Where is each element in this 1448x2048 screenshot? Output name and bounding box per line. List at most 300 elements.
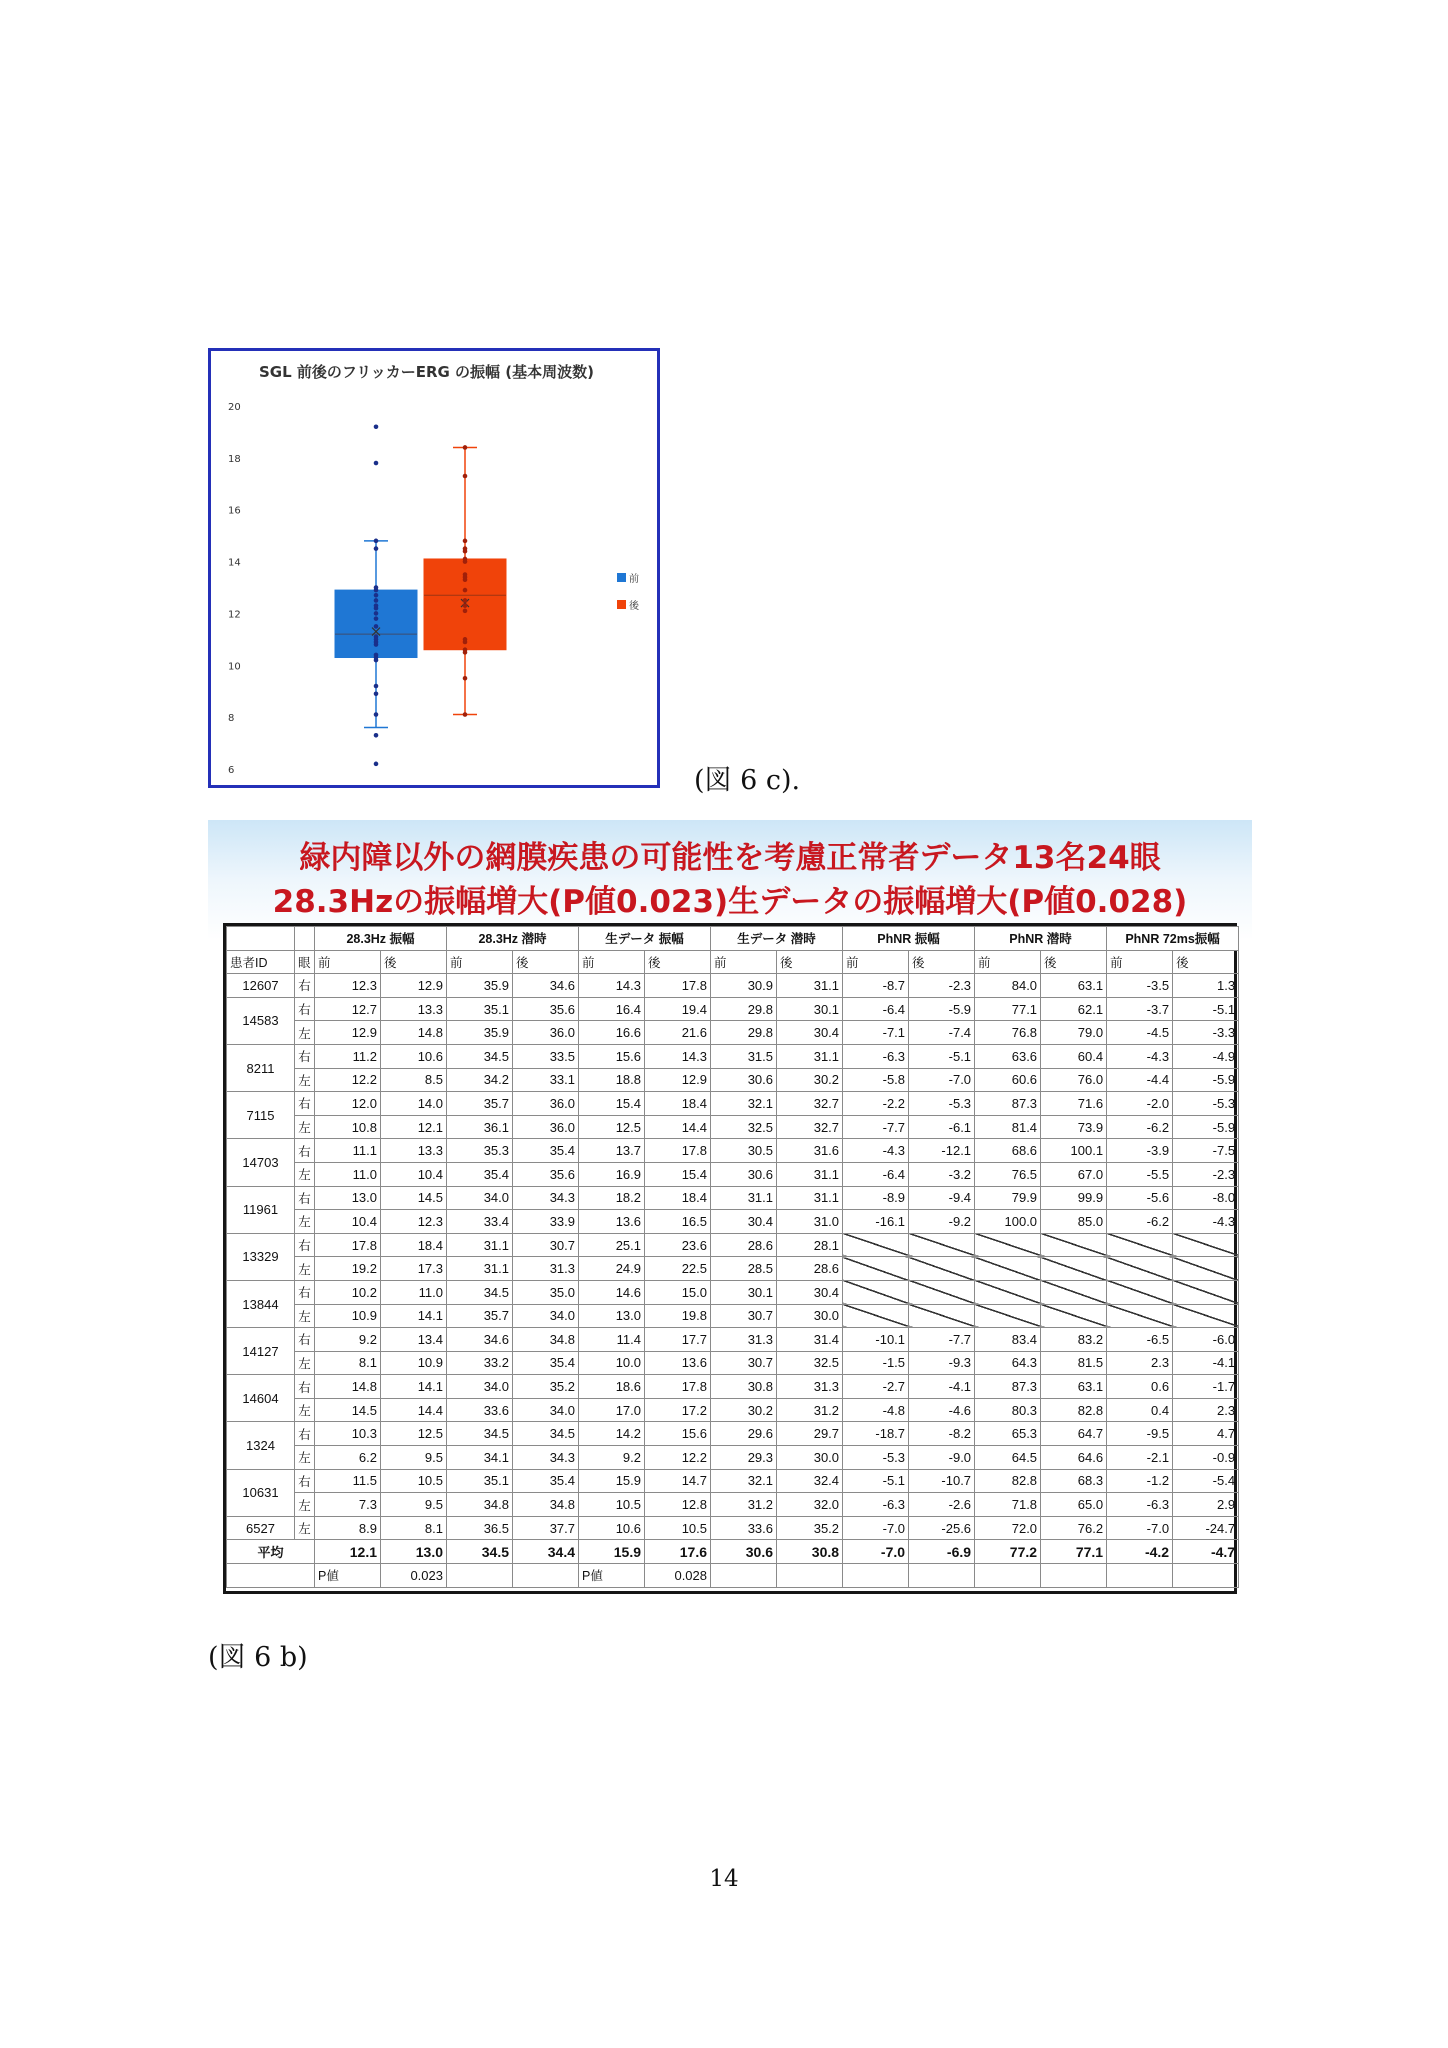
patient-id: 7115 [227,1092,295,1139]
eye-side: 左 [295,1257,315,1281]
value-cell: 10.5 [579,1493,645,1517]
value-cell: 31.1 [777,974,843,998]
blank-cell [843,1564,909,1588]
blank-cell [1173,1564,1239,1588]
value-cell: 82.8 [1041,1398,1107,1422]
eye-side: 左 [295,1304,315,1328]
eye-side: 左 [295,1516,315,1540]
not-available-cell [1173,1257,1239,1281]
value-cell: 10.5 [645,1516,711,1540]
value-cell: 64.7 [1041,1422,1107,1446]
value-cell: 18.4 [645,1186,711,1210]
value-cell: 87.3 [975,1375,1041,1399]
table-row [227,1186,1239,1210]
value-cell: -6.4 [843,997,909,1021]
before-header: 前 [975,950,1041,974]
data-point [463,445,468,450]
value-cell: 16.4 [579,997,645,1021]
value-cell: -3.5 [1107,974,1173,998]
value-cell: 83.2 [1041,1328,1107,1352]
y-tick-label: 8 [228,713,235,725]
value-cell: -4.3 [843,1139,909,1163]
not-available-cell [1041,1304,1107,1328]
value-cell: 33.5 [513,1044,579,1068]
value-cell: 31.1 [777,1044,843,1068]
value-cell: 11.4 [579,1328,645,1352]
value-cell: 10.0 [579,1351,645,1375]
eye-side: 右 [295,1469,315,1493]
table-row [227,1092,1239,1116]
value-cell: 30.0 [777,1304,843,1328]
not-available-cell [1107,1257,1173,1281]
value-cell: 0.6 [1107,1375,1173,1399]
value-cell: 15.9 [579,1469,645,1493]
page-number: 14 [709,1866,739,1892]
value-cell: 29.7 [777,1422,843,1446]
value-cell: 30.1 [711,1280,777,1304]
value-cell: 9.2 [315,1328,381,1352]
not-available-cell [975,1304,1041,1328]
patient-id: 14604 [227,1375,295,1422]
value-cell: 12.5 [381,1422,447,1446]
after-header: 後 [777,950,843,974]
legend-swatch [617,573,626,582]
after-header: 後 [909,950,975,974]
value-cell: -18.7 [843,1422,909,1446]
value-cell: 16.9 [579,1162,645,1186]
value-cell: 29.3 [711,1446,777,1470]
after-header: 後 [1173,950,1239,974]
value-cell: 8.9 [315,1516,381,1540]
value-cell: 0.4 [1107,1398,1173,1422]
value-cell: 32.5 [711,1115,777,1139]
p-value: 0.028 [645,1564,711,1588]
headline-line-1: 緑内障以外の網膜疾患の可能性を考慮正常者データ13名24眼 [299,840,1161,876]
value-cell: 33.9 [513,1210,579,1234]
not-available-cell [909,1304,975,1328]
data-point [374,539,379,544]
y-tick-label: 18 [228,453,241,465]
value-cell: 12.9 [645,1068,711,1092]
value-cell: 68.6 [975,1139,1041,1163]
average-value: 17.6 [645,1540,711,1564]
not-available-cell [1107,1304,1173,1328]
value-cell: 14.2 [579,1422,645,1446]
value-cell: -5.1 [1173,997,1239,1021]
headline-line-2: 28.3Hzの振幅増大(P値0.023)生データの振幅増大(P値0.028) [272,884,1188,920]
y-tick-label: 16 [228,505,241,517]
value-cell: -24.7 [1173,1516,1239,1540]
blank-cell [1107,1564,1173,1588]
value-cell: 10.5 [381,1469,447,1493]
not-available-cell [1173,1233,1239,1257]
value-cell: -9.3 [909,1351,975,1375]
value-cell: 31.0 [777,1210,843,1234]
average-value: 30.6 [711,1540,777,1564]
value-cell: -4.8 [843,1398,909,1422]
blank-cell [447,1564,513,1588]
not-available-cell [975,1233,1041,1257]
value-cell: 10.6 [579,1516,645,1540]
value-cell: 76.2 [1041,1516,1107,1540]
not-available-cell [1173,1304,1239,1328]
after-header: 後 [645,950,711,974]
value-cell: 11.0 [315,1162,381,1186]
value-cell: 34.3 [513,1186,579,1210]
value-cell: 31.3 [513,1257,579,1281]
value-cell: 12.8 [645,1493,711,1517]
value-cell: 31.1 [711,1186,777,1210]
value-cell: 12.7 [315,997,381,1021]
value-cell: 34.3 [513,1446,579,1470]
value-cell: 13.0 [315,1186,381,1210]
value-cell: 30.4 [777,1021,843,1045]
not-available-cell [975,1257,1041,1281]
value-cell: 34.5 [447,1044,513,1068]
value-cell: 64.6 [1041,1446,1107,1470]
not-available-cell [1041,1233,1107,1257]
figure-6b-caption: (図 6 b) [208,1642,308,1673]
not-available-cell [1041,1280,1107,1304]
value-cell: 30.7 [711,1304,777,1328]
value-cell: 4.7 [1173,1422,1239,1446]
eye-side: 右 [295,1092,315,1116]
value-cell: -5.9 [1173,1115,1239,1139]
value-cell: 33.6 [711,1516,777,1540]
table-row [227,1516,1239,1540]
column-group-header: PhNR 振幅 [843,927,975,951]
data-point [374,461,379,466]
eye-side: 右 [295,1186,315,1210]
average-value: 34.5 [447,1540,513,1564]
value-cell: 67.0 [1041,1162,1107,1186]
value-cell: -3.2 [909,1162,975,1186]
value-cell: 14.5 [315,1398,381,1422]
column-group-header: 生データ 潜時 [711,927,843,951]
value-cell: 31.6 [777,1139,843,1163]
eye-side: 左 [295,1493,315,1517]
table-row [227,1493,1239,1517]
average-value: 30.8 [777,1540,843,1564]
value-cell: -7.1 [843,1021,909,1045]
data-point [463,609,468,614]
value-cell: 68.3 [1041,1469,1107,1493]
value-cell: 10.9 [381,1351,447,1375]
not-available-cell [843,1257,909,1281]
table-row [227,1280,1239,1304]
data-point [463,712,468,717]
data-point [374,424,379,429]
value-cell: 31.1 [777,1186,843,1210]
table-row [227,1162,1239,1186]
p-value-row [227,1564,1239,1588]
value-cell: 2.3 [1107,1351,1173,1375]
value-cell: -6.3 [843,1044,909,1068]
value-cell: -2.2 [843,1092,909,1116]
eye-side: 左 [295,1068,315,1092]
value-cell: 32.5 [777,1351,843,1375]
value-cell: 34.0 [513,1398,579,1422]
value-cell: 30.7 [513,1233,579,1257]
data-point [463,647,468,652]
value-cell: -7.7 [843,1115,909,1139]
value-cell: -12.1 [909,1139,975,1163]
data-point [374,624,379,629]
value-cell: 73.9 [1041,1115,1107,1139]
value-cell: 35.4 [513,1469,579,1493]
value-cell: 19.8 [645,1304,711,1328]
value-cell: -0.9 [1173,1446,1239,1470]
value-cell: 18.4 [381,1233,447,1257]
not-available-cell [975,1280,1041,1304]
legend-swatch [617,600,626,609]
patient-id: 14127 [227,1328,295,1375]
value-cell: 11.2 [315,1044,381,1068]
value-cell: 36.0 [513,1021,579,1045]
patient-id: 14583 [227,997,295,1044]
column-group-header: PhNR 72ms振幅 [1107,927,1239,951]
value-cell: 34.0 [447,1186,513,1210]
value-cell: 34.2 [447,1068,513,1092]
value-cell: 17.8 [645,1139,711,1163]
before-header: 前 [1107,950,1173,974]
value-cell: -4.4 [1107,1068,1173,1092]
table-row [227,1422,1239,1446]
value-cell: 31.5 [711,1044,777,1068]
table-headline [208,836,1252,924]
value-cell: 35.1 [447,997,513,1021]
value-cell: 85.0 [1041,1210,1107,1234]
not-available-cell [843,1304,909,1328]
value-cell: 11.5 [315,1469,381,1493]
column-group-header: 28.3Hz 潜時 [447,927,579,951]
value-cell: -8.9 [843,1186,909,1210]
value-cell: 10.6 [381,1044,447,1068]
y-tick-label: 12 [228,609,241,621]
value-cell: 2.3 [1173,1398,1239,1422]
patient-id: 11961 [227,1186,295,1233]
value-cell: 18.2 [579,1186,645,1210]
value-cell: 29.8 [711,1021,777,1045]
value-cell: 21.6 [645,1021,711,1045]
value-cell: 1.3 [1173,974,1239,998]
value-cell: 24.9 [579,1257,645,1281]
value-cell: -7.7 [909,1328,975,1352]
value-cell: -6.1 [909,1115,975,1139]
table-row [227,1398,1239,1422]
table-row [227,1304,1239,1328]
value-cell: 71.8 [975,1493,1041,1517]
value-cell: 10.9 [315,1304,381,1328]
value-cell: 35.9 [447,1021,513,1045]
value-cell: -6.3 [1107,1493,1173,1517]
value-cell: -10.1 [843,1328,909,1352]
header-blank [295,927,315,951]
value-cell: -5.1 [909,1044,975,1068]
blank-cell [1041,1564,1107,1588]
value-cell: 80.3 [975,1398,1041,1422]
value-cell: 17.8 [645,1375,711,1399]
value-cell: 36.0 [513,1092,579,1116]
table-row [227,1021,1239,1045]
value-cell: 64.3 [975,1351,1041,1375]
data-point [463,546,468,551]
eye-side: 右 [295,1233,315,1257]
blank-cell [711,1564,777,1588]
value-cell: 31.2 [711,1493,777,1517]
y-tick-label: 20 [228,402,241,413]
value-cell: 23.6 [645,1233,711,1257]
box-plot-svg [211,351,657,785]
after-header: 後 [1041,950,1107,974]
value-cell: 12.2 [315,1068,381,1092]
value-cell: 35.1 [447,1469,513,1493]
eye-side: 右 [295,974,315,998]
value-cell: 30.0 [777,1446,843,1470]
value-cell: 30.1 [777,997,843,1021]
eye-side: 左 [295,1115,315,1139]
value-cell: 10.4 [315,1210,381,1234]
value-cell: 2.9 [1173,1493,1239,1517]
value-cell: 33.1 [513,1068,579,1092]
value-cell: 12.9 [381,974,447,998]
average-value: 77.1 [1041,1540,1107,1564]
value-cell: 15.6 [645,1422,711,1446]
value-cell: -7.0 [1107,1516,1173,1540]
value-cell: 35.2 [513,1375,579,1399]
data-point [374,546,379,551]
value-cell: -4.9 [1173,1044,1239,1068]
data-point [463,603,468,608]
after-header: 後 [381,950,447,974]
value-cell: 37.7 [513,1516,579,1540]
legend-label: 前 [629,574,639,585]
value-cell: 30.7 [711,1351,777,1375]
data-point [374,762,379,767]
value-cell: -6.4 [843,1162,909,1186]
value-cell: 17.8 [645,974,711,998]
value-cell: 12.3 [381,1210,447,1234]
table-row [227,1328,1239,1352]
value-cell: 32.7 [777,1092,843,1116]
value-cell: 22.5 [645,1257,711,1281]
average-value: -6.9 [909,1540,975,1564]
value-cell: -25.6 [909,1516,975,1540]
value-cell: -8.0 [1173,1186,1239,1210]
p-value: 0.023 [381,1564,447,1588]
value-cell: -5.3 [1173,1092,1239,1116]
value-cell: 13.6 [645,1351,711,1375]
eye-side: 左 [295,1021,315,1045]
blank-cell [909,1564,975,1588]
table-group-header-row [227,927,1239,951]
table-subheader-row [227,950,1239,974]
value-cell: 84.0 [975,974,1041,998]
value-cell: 32.4 [777,1469,843,1493]
value-cell: -7.5 [1173,1139,1239,1163]
value-cell: -4.1 [1173,1351,1239,1375]
data-point [374,653,379,658]
value-cell: 18.6 [579,1375,645,1399]
column-group-header: 生データ 振幅 [579,927,711,951]
after-header: 後 [513,950,579,974]
value-cell: -5.1 [843,1469,909,1493]
value-cell: 34.0 [513,1304,579,1328]
not-available-cell [909,1233,975,1257]
not-available-cell [843,1233,909,1257]
data-point [463,598,468,603]
value-cell: 34.5 [447,1422,513,1446]
value-cell: 12.3 [315,974,381,998]
data-point [374,603,379,608]
value-cell: -5.9 [1173,1068,1239,1092]
value-cell: 16.6 [579,1021,645,1045]
value-cell: 32.0 [777,1493,843,1517]
value-cell: 35.4 [513,1139,579,1163]
value-cell: 14.7 [645,1469,711,1493]
value-cell: -10.7 [909,1469,975,1493]
value-cell: 8.1 [315,1351,381,1375]
value-cell: 32.7 [777,1115,843,1139]
value-cell: 64.5 [975,1446,1041,1470]
value-cell: 14.3 [579,974,645,998]
value-cell: 13.3 [381,997,447,1021]
value-cell: -2.7 [843,1375,909,1399]
value-cell: 12.0 [315,1092,381,1116]
value-cell: -5.8 [843,1068,909,1092]
value-cell: 35.2 [777,1516,843,1540]
blank-cell [777,1564,843,1588]
data-point [374,585,379,590]
value-cell: 29.6 [711,1422,777,1446]
value-cell: 11.1 [315,1139,381,1163]
value-cell: 9.5 [381,1446,447,1470]
value-cell: -2.0 [1107,1092,1173,1116]
data-point [374,733,379,738]
y-tick-label: 6 [228,765,235,776]
value-cell: 87.3 [975,1092,1041,1116]
value-cell: 35.4 [513,1351,579,1375]
value-cell: 17.8 [315,1233,381,1257]
value-cell: 11.0 [381,1280,447,1304]
value-cell: 15.6 [579,1044,645,1068]
value-cell: 9.2 [579,1446,645,1470]
value-cell: 28.5 [711,1257,777,1281]
value-cell: 12.5 [579,1115,645,1139]
y-tick-label: 10 [228,661,241,673]
value-cell: 17.7 [645,1328,711,1352]
data-point [374,598,379,603]
value-cell: -7.4 [909,1021,975,1045]
value-cell: -2.3 [909,974,975,998]
before-header: 前 [315,950,381,974]
value-cell: -5.4 [1173,1469,1239,1493]
value-cell: 30.2 [777,1068,843,1092]
value-cell: -4.6 [909,1398,975,1422]
blank-cell [975,1564,1041,1588]
before-header: 前 [447,950,513,974]
value-cell: 25.1 [579,1233,645,1257]
value-cell: -5.9 [909,997,975,1021]
patient-id: 1324 [227,1422,295,1469]
data-point [463,572,468,577]
not-available-cell [1041,1257,1107,1281]
value-cell: 35.3 [447,1139,513,1163]
data-point [463,539,468,544]
not-available-cell [909,1257,975,1281]
value-cell: -3.9 [1107,1139,1173,1163]
value-cell: 14.8 [315,1375,381,1399]
